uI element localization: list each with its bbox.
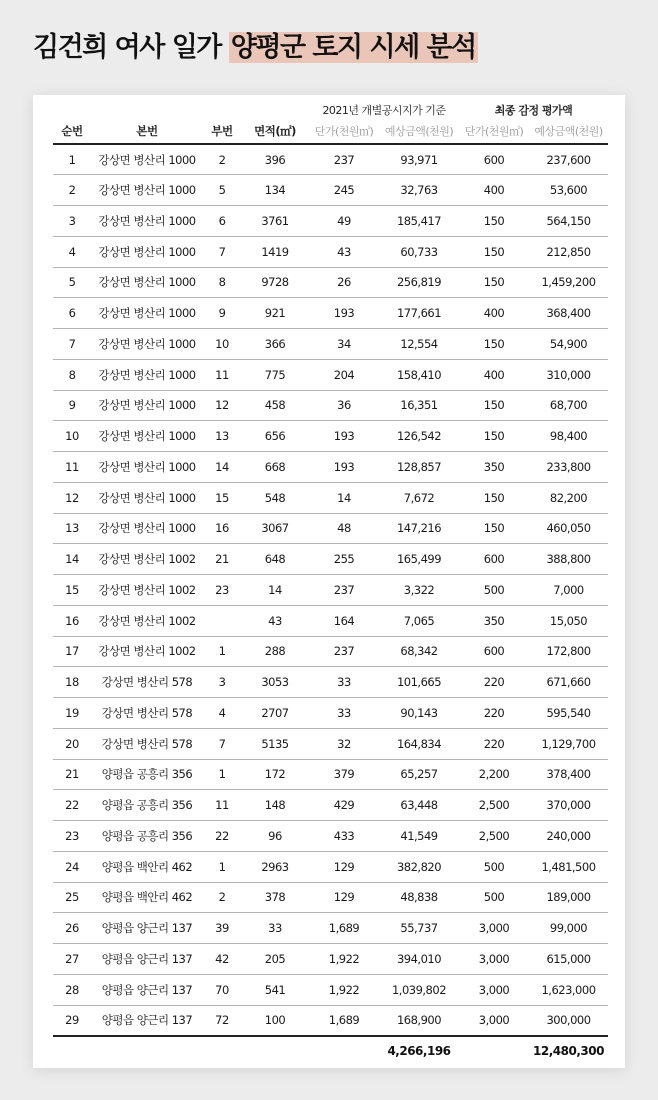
cell-final-amount: 370,000 [529,790,608,821]
page-title [33,30,478,66]
cell-sub-lot: 11 [203,359,241,390]
cell-official-unit-price: 36 [309,390,379,421]
cell-main-lot: 양평읍 양근리 137 [91,974,203,1005]
cell-final-amount: 15,050 [529,605,608,636]
cell-final-amount: 99,000 [529,913,608,944]
cell-official-amount: 63,448 [379,790,459,821]
cell-official-unit-price: 193 [309,298,379,329]
cell-final-amount: 212,850 [529,236,608,267]
cell-seq: 2 [53,175,91,206]
cell-official-amount: 164,834 [379,728,459,759]
table-row [53,944,608,975]
cell-main-lot: 강상면 병산리 1000 [91,298,203,329]
table-row [53,482,608,513]
cell-area: 3067 [241,513,309,544]
cell-final-amount: 615,000 [529,944,608,975]
cell-seq: 10 [53,421,91,452]
cell-final-unit-price: 3,000 [459,913,529,944]
cell-official-amount: 382,820 [379,851,459,882]
cell-area: 288 [241,636,309,667]
land-price-table [53,95,608,1066]
cell-main-lot: 양평읍 백안리 462 [91,851,203,882]
cell-official-unit-price: 26 [309,267,379,298]
total-official-amount: 4,266,196 [387,1044,451,1059]
table-row [53,206,608,237]
cell-final-amount: 378,400 [529,759,608,790]
cell-seq: 13 [53,513,91,544]
cell-final-amount: 7,000 [529,575,608,606]
cell-official-unit-price: 255 [309,544,379,575]
cell-area: 396 [241,144,309,175]
cell-seq: 19 [53,698,91,729]
cell-area: 205 [241,944,309,975]
cell-sub-lot: 72 [203,1005,241,1036]
totals-blank-2 [459,1036,529,1066]
cell-seq: 14 [53,544,91,575]
cell-official-amount: 32,763 [379,175,459,206]
cell-official-unit-price: 193 [309,452,379,483]
cell-official-unit-price: 129 [309,851,379,882]
cell-final-unit-price: 3,000 [459,974,529,1005]
cell-official-amount: 3,322 [379,575,459,606]
cell-final-unit-price: 600 [459,544,529,575]
table-row [53,298,608,329]
cell-sub-lot: 21 [203,544,241,575]
cell-official-amount: 60,733 [379,236,459,267]
table-row [53,974,608,1005]
column-header-row [53,121,608,144]
cell-final-unit-price: 150 [459,267,529,298]
cell-sub-lot: 39 [203,913,241,944]
cell-final-unit-price: 400 [459,359,529,390]
cell-main-lot: 강상면 병산리 578 [91,728,203,759]
cell-seq: 29 [53,1005,91,1036]
cell-final-unit-price: 150 [459,513,529,544]
cell-seq: 12 [53,482,91,513]
cell-area: 1419 [241,236,309,267]
table-row [53,790,608,821]
table-row [53,236,608,267]
cell-final-unit-price: 2,200 [459,759,529,790]
table-card [33,95,625,1068]
cell-final-unit-price: 220 [459,728,529,759]
cell-final-unit-price: 220 [459,698,529,729]
cell-final-unit-price: 220 [459,667,529,698]
cell-main-lot: 강상면 병산리 1000 [91,329,203,360]
cell-main-lot: 강상면 병산리 1000 [91,390,203,421]
cell-final-amount: 240,000 [529,821,608,852]
cell-official-amount: 126,542 [379,421,459,452]
cell-final-unit-price: 350 [459,452,529,483]
column-header-final-amount: 예상금액(천원) [529,121,608,144]
column-header-final-unit-price: 단가(천원㎡) [459,121,529,144]
cell-sub-lot: 2 [203,882,241,913]
cell-sub-lot: 8 [203,267,241,298]
cell-final-amount: 1,623,000 [529,974,608,1005]
cell-final-unit-price: 600 [459,636,529,667]
cell-main-lot: 강상면 병산리 578 [91,667,203,698]
cell-seq: 9 [53,390,91,421]
table-row [53,544,608,575]
cell-main-lot: 강상면 병산리 1000 [91,513,203,544]
totals-blank [53,1036,379,1066]
cell-sub-lot: 22 [203,821,241,852]
cell-final-amount: 595,540 [529,698,608,729]
totals-row [53,1036,608,1066]
cell-official-unit-price: 237 [309,636,379,667]
cell-official-amount: 16,351 [379,390,459,421]
cell-sub-lot: 7 [203,728,241,759]
cell-area: 33 [241,913,309,944]
cell-final-unit-price: 3,000 [459,1005,529,1036]
cell-sub-lot: 70 [203,974,241,1005]
cell-sub-lot: 5 [203,175,241,206]
cell-official-unit-price: 33 [309,667,379,698]
cell-main-lot: 강상면 병산리 1000 [91,359,203,390]
cell-official-unit-price: 164 [309,605,379,636]
cell-seq: 11 [53,452,91,483]
cell-official-unit-price: 237 [309,144,379,175]
cell-official-amount: 90,143 [379,698,459,729]
cell-final-amount: 388,800 [529,544,608,575]
table-row [53,1005,608,1036]
cell-main-lot: 양평읍 공흥리 356 [91,790,203,821]
cell-final-unit-price: 2,500 [459,821,529,852]
cell-official-unit-price: 237 [309,575,379,606]
cell-seq: 21 [53,759,91,790]
cell-sub-lot: 13 [203,421,241,452]
cell-sub-lot: 15 [203,482,241,513]
cell-seq: 26 [53,913,91,944]
column-header-sub-lot: 부번 [203,121,241,144]
cell-final-unit-price: 600 [459,144,529,175]
cell-main-lot: 강상면 병산리 1000 [91,206,203,237]
table-row [53,821,608,852]
cell-official-amount: 93,971 [379,144,459,175]
cell-sub-lot: 16 [203,513,241,544]
cell-official-unit-price: 1,689 [309,913,379,944]
cell-seq: 5 [53,267,91,298]
cell-main-lot: 양평읍 백안리 462 [91,882,203,913]
group-header-row [53,95,608,121]
table-row [53,144,608,175]
cell-official-amount: 168,900 [379,1005,459,1036]
cell-official-unit-price: 1,689 [309,1005,379,1036]
cell-final-unit-price: 350 [459,605,529,636]
cell-final-unit-price: 150 [459,421,529,452]
cell-final-unit-price: 3,000 [459,944,529,975]
cell-area: 14 [241,575,309,606]
cell-official-amount: 41,549 [379,821,459,852]
table-row [53,421,608,452]
cell-final-amount: 54,900 [529,329,608,360]
cell-final-amount: 98,400 [529,421,608,452]
cell-sub-lot: 11 [203,790,241,821]
table-row [53,513,608,544]
cell-final-amount: 310,000 [529,359,608,390]
cell-seq: 23 [53,821,91,852]
cell-official-unit-price: 429 [309,790,379,821]
cell-seq: 4 [53,236,91,267]
cell-official-amount: 177,661 [379,298,459,329]
cell-area: 172 [241,759,309,790]
cell-seq: 22 [53,790,91,821]
cell-sub-lot: 7 [203,236,241,267]
title-plain: 김건희 여사 일가 [33,32,221,63]
cell-final-unit-price: 400 [459,298,529,329]
cell-official-unit-price: 204 [309,359,379,390]
cell-sub-lot: 6 [203,206,241,237]
cell-sub-lot: 14 [203,452,241,483]
cell-seq: 27 [53,944,91,975]
cell-final-amount: 1,459,200 [529,267,608,298]
cell-official-unit-price: 1,922 [309,944,379,975]
cell-official-amount: 147,216 [379,513,459,544]
column-header-official-unit-price: 단가(천원㎡) [309,121,379,144]
cell-area: 134 [241,175,309,206]
cell-final-amount: 237,600 [529,144,608,175]
cell-official-unit-price: 34 [309,329,379,360]
cell-official-unit-price: 1,922 [309,974,379,1005]
cell-area: 2963 [241,851,309,882]
cell-final-amount: 189,000 [529,882,608,913]
cell-main-lot: 양평읍 양근리 137 [91,1005,203,1036]
cell-seq: 6 [53,298,91,329]
cell-sub-lot: 10 [203,329,241,360]
cell-area: 668 [241,452,309,483]
cell-final-amount: 564,150 [529,206,608,237]
cell-main-lot: 강상면 병산리 1000 [91,144,203,175]
cell-final-amount: 53,600 [529,175,608,206]
cell-official-amount: 101,665 [379,667,459,698]
cell-official-amount: 394,010 [379,944,459,975]
cell-final-unit-price: 500 [459,882,529,913]
cell-official-unit-price: 433 [309,821,379,852]
cell-official-amount: 65,257 [379,759,459,790]
cell-seq: 17 [53,636,91,667]
cell-main-lot: 양평읍 양근리 137 [91,944,203,975]
cell-official-unit-price: 32 [309,728,379,759]
cell-official-unit-price: 14 [309,482,379,513]
cell-official-amount: 68,342 [379,636,459,667]
cell-main-lot: 강상면 병산리 1002 [91,605,203,636]
cell-official-unit-price: 245 [309,175,379,206]
cell-seq: 18 [53,667,91,698]
cell-main-lot: 강상면 병산리 1002 [91,575,203,606]
cell-official-unit-price: 379 [309,759,379,790]
cell-area: 458 [241,390,309,421]
table-row [53,267,608,298]
cell-area: 3761 [241,206,309,237]
cell-seq: 15 [53,575,91,606]
cell-official-unit-price: 33 [309,698,379,729]
cell-sub-lot [203,605,241,636]
cell-official-unit-price: 49 [309,206,379,237]
cell-official-amount: 7,065 [379,605,459,636]
cell-official-amount: 185,417 [379,206,459,237]
cell-final-amount: 82,200 [529,482,608,513]
cell-main-lot: 강상면 병산리 1002 [91,544,203,575]
cell-official-amount: 1,039,802 [379,974,459,1005]
cell-area: 548 [241,482,309,513]
cell-official-unit-price: 193 [309,421,379,452]
table-row [53,329,608,360]
cell-seq: 1 [53,144,91,175]
cell-official-unit-price: 48 [309,513,379,544]
cell-seq: 3 [53,206,91,237]
cell-final-unit-price: 150 [459,482,529,513]
table-row [53,728,608,759]
cell-official-amount: 48,838 [379,882,459,913]
table-row [53,390,608,421]
cell-sub-lot: 9 [203,298,241,329]
cell-official-amount: 165,499 [379,544,459,575]
cell-seq: 28 [53,974,91,1005]
cell-area: 5135 [241,728,309,759]
cell-official-unit-price: 43 [309,236,379,267]
table-row [53,175,608,206]
cell-final-unit-price: 150 [459,390,529,421]
cell-official-amount: 158,410 [379,359,459,390]
cell-area: 366 [241,329,309,360]
cell-area: 775 [241,359,309,390]
cell-area: 9728 [241,267,309,298]
cell-seq: 24 [53,851,91,882]
cell-main-lot: 강상면 병산리 1000 [91,482,203,513]
table-row [53,605,608,636]
cell-final-unit-price: 400 [459,175,529,206]
cell-official-unit-price: 129 [309,882,379,913]
cell-official-amount: 7,672 [379,482,459,513]
cell-seq: 7 [53,329,91,360]
cell-final-amount: 172,800 [529,636,608,667]
table-row [53,913,608,944]
table-row [53,882,608,913]
cell-sub-lot: 4 [203,698,241,729]
cell-area: 541 [241,974,309,1005]
cell-sub-lot: 1 [203,851,241,882]
cell-final-amount: 460,050 [529,513,608,544]
cell-main-lot: 강상면 병산리 1000 [91,236,203,267]
cell-area: 656 [241,421,309,452]
cell-main-lot: 강상면 병산리 1000 [91,267,203,298]
cell-seq: 16 [53,605,91,636]
cell-sub-lot: 42 [203,944,241,975]
table-row [53,851,608,882]
cell-seq: 8 [53,359,91,390]
cell-final-unit-price: 150 [459,329,529,360]
cell-final-unit-price: 150 [459,236,529,267]
cell-seq: 20 [53,728,91,759]
cell-main-lot: 강상면 병산리 578 [91,698,203,729]
cell-final-amount: 368,400 [529,298,608,329]
cell-area: 378 [241,882,309,913]
cell-area: 3053 [241,667,309,698]
cell-main-lot: 강상면 병산리 1000 [91,421,203,452]
table-body [53,144,608,1036]
title-highlight: 양평군 토지 시세 분석 [230,32,476,63]
cell-sub-lot: 1 [203,759,241,790]
table-row [53,452,608,483]
cell-main-lot: 강상면 병산리 1000 [91,175,203,206]
cell-final-unit-price: 150 [459,206,529,237]
group-header-official: 2021년 개별공시지가 기준 [322,104,446,117]
total-final-amount: 12,480,300 [533,1044,604,1059]
cell-main-lot: 강상면 병산리 1002 [91,636,203,667]
table-row [53,698,608,729]
cell-area: 2707 [241,698,309,729]
table-row [53,636,608,667]
cell-sub-lot: 23 [203,575,241,606]
cell-final-unit-price: 500 [459,851,529,882]
cell-final-amount: 1,481,500 [529,851,608,882]
cell-sub-lot: 12 [203,390,241,421]
cell-final-unit-price: 500 [459,575,529,606]
cell-area: 100 [241,1005,309,1036]
cell-final-amount: 1,129,700 [529,728,608,759]
column-header-official-amount: 예상금액(천원) [379,121,459,144]
table-row [53,575,608,606]
cell-area: 96 [241,821,309,852]
cell-sub-lot: 2 [203,144,241,175]
cell-final-amount: 233,800 [529,452,608,483]
cell-official-amount: 55,737 [379,913,459,944]
column-header-main-lot: 본번 [91,121,203,144]
column-header-seq: 순번 [53,121,91,144]
cell-main-lot: 양평읍 공흥리 356 [91,759,203,790]
cell-official-amount: 12,554 [379,329,459,360]
cell-final-unit-price: 2,500 [459,790,529,821]
cell-main-lot: 강상면 병산리 1000 [91,452,203,483]
cell-area: 148 [241,790,309,821]
cell-area: 921 [241,298,309,329]
table-row [53,759,608,790]
table-row [53,359,608,390]
cell-area: 43 [241,605,309,636]
group-header-blank [53,95,309,121]
cell-main-lot: 양평읍 공흥리 356 [91,821,203,852]
cell-sub-lot: 1 [203,636,241,667]
cell-seq: 25 [53,882,91,913]
cell-final-amount: 671,660 [529,667,608,698]
cell-final-amount: 68,700 [529,390,608,421]
cell-sub-lot: 3 [203,667,241,698]
cell-final-amount: 300,000 [529,1005,608,1036]
cell-area: 648 [241,544,309,575]
cell-main-lot: 양평읍 양근리 137 [91,913,203,944]
group-header-final: 최종 감정 평가액 [494,104,573,117]
cell-official-amount: 128,857 [379,452,459,483]
cell-official-amount: 256,819 [379,267,459,298]
column-header-area: 면적(㎡) [241,121,309,144]
table-row [53,667,608,698]
